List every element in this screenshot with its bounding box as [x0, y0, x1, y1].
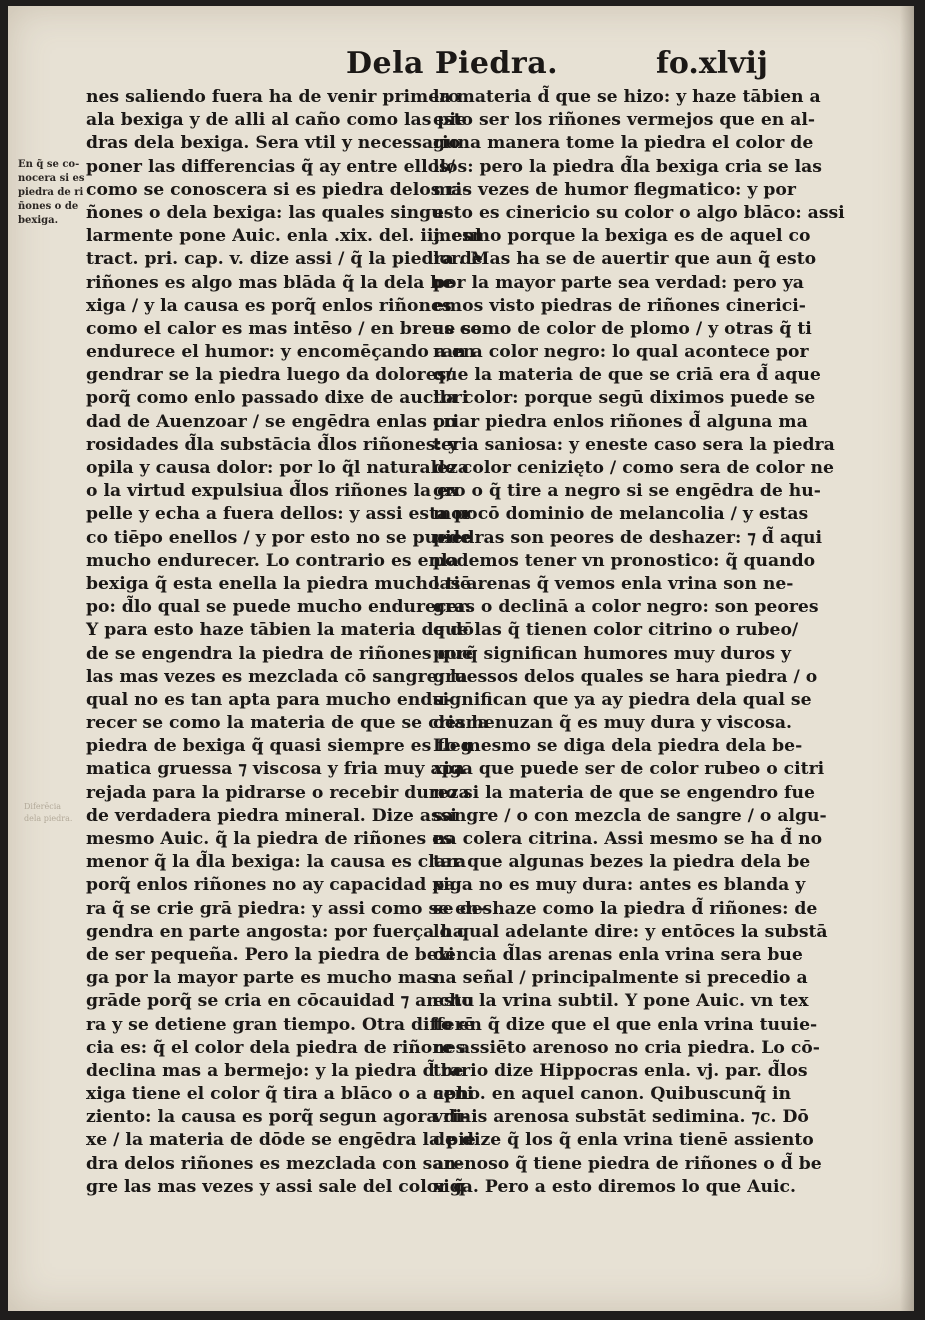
text-line: lo qual adelante dire: y entōces la substā [433, 921, 828, 942]
text-line: no si la materia de que se engendro fue [433, 782, 815, 803]
text-line: piedra de bexiga q̃ quasi siempre es fleg [86, 736, 473, 757]
text-line: xe / la materia de dōde se engēdra la pie [86, 1130, 476, 1151]
running-title: Dela Piedra. [346, 46, 559, 81]
text-line: Y para esto haze tābien la materia de dō [86, 620, 474, 641]
text-line: gro o q̃ tire a negro si se engēdra de hu- [433, 481, 821, 502]
text-line: teria saniosa: y eneste caso sera la piedra [433, 434, 835, 455]
text-line: ga por la mayor parte es mucho mas [86, 968, 437, 989]
text-line: larmente pone Auic. enla .xix. del. iij. enl [86, 226, 482, 247]
text-line: arenoso q̃ tiene piedra de riñones o d̃ be [433, 1153, 822, 1174]
margin-note [18, 158, 90, 228]
text-line: que la materia de que se criā era d̃ aque [433, 365, 821, 386]
text-line: tract. pri. cap. v. dize assi / q̃ la piedra de [86, 249, 483, 270]
text-line: esto la vrina subtil. Y pone Auic. vn tex [433, 991, 809, 1012]
text-line: esto es cinericio su color o algo blāco: assi [433, 202, 845, 223]
text-line: bexiga q̃ esta enella la piedra mucho tiē [86, 573, 471, 594]
text-line: de se engendra la piedra de riñones que [86, 643, 473, 664]
text-line: mesmo porque la bexiga es de aquel co [433, 226, 811, 247]
text-line: guna manera tome la piedra el color de [433, 133, 814, 154]
text-line: de dize q̃ los q̃ enla vrina tienē assiento [433, 1130, 814, 1151]
text-line: por la mayor parte sea verdad: pero ya [433, 272, 804, 293]
text-line: Lo mesmo se diga dela piedra dela be- [433, 736, 803, 757]
page-edge-shadow [900, 6, 914, 1311]
text-line: que las q̃ tienen color citrino o rubeo/ [433, 620, 799, 641]
text-line: dras dela bexiga. Sera vtil y necessario [86, 133, 461, 154]
text-line: xiga tiene el color q̃ tira a blāco o a ceni [86, 1084, 474, 1105]
text-line: mas vezes de humor flegmatico: y por [433, 179, 796, 200]
text-line: na señal / principalmente si precedio a [433, 968, 808, 989]
text-line: podemos tener vn pronostico: q̃ quando [433, 550, 816, 571]
text-line: dencia d̃las arenas enla vrina sera bue [433, 944, 803, 965]
text-line: de ser pequeña. Pero la piedra de bexi [86, 944, 455, 965]
margin-note-line: nocera si es [18, 173, 85, 184]
text-line: po: d̃lo qual se puede mucho endurecer. [86, 597, 471, 618]
text-line: ra q̃ se crie grā piedra: y assi como se en- [86, 898, 486, 919]
text-line: piedras son peores de deshazer: ⁊ d̃ aqui [433, 527, 823, 548]
text-line: qual no es tan apta para mucho endu- [86, 689, 452, 710]
text-line: ziento: la causa es porq̃ segun agora di- [86, 1107, 470, 1128]
text-line: re assiēto arenoso no cria piedra. Lo cō- [433, 1037, 820, 1058]
text-line: dad de Auenzoar / se engēdra enlas po [86, 411, 457, 432]
text-line: porq̃ significan humores muy duros y [433, 643, 791, 664]
text-line: esto ser los riñones vermejos que en al- [433, 110, 816, 131]
text-line: gras o declinā a color negro: son peores [433, 597, 819, 618]
text-line: las mas vezes es mezclada cō sangre: la [86, 666, 468, 687]
text-line: las arenas q̃ vemos enla vrina son ne- [433, 573, 794, 594]
text-line: llos: pero la piedra d̃la bexiga cria se las [433, 156, 822, 177]
text-line: nes saliendo fuera ha de venir primero [86, 87, 460, 107]
text-line: cia es: q̃ el color dela piedra de riñones [86, 1037, 466, 1058]
text-line: emos visto piedras de riñones cinerici- [433, 295, 806, 316]
text-line: mesmo Auic. q̃ la piedra de riñones es [86, 829, 453, 849]
margin-note-line: En q̃ se co- [18, 159, 80, 170]
text-line: porq̃ como enlo passado dixe de auctori [86, 388, 469, 409]
text-line: desmenuzan q̃ es muy dura y viscosa. [433, 713, 792, 734]
text-line: ala bexiga y de alli al caño como las pie [86, 110, 467, 131]
text-line: as como de color de plomo / y otras q̃ ti [433, 318, 812, 339]
text-line: xiga que puede ser de color rubeo o citri [433, 759, 825, 780]
text-line: matica gruessa ⁊ viscosa y fria muy apa [86, 759, 465, 780]
text-line: mor cō dominio de melancolia / y estas [433, 504, 809, 525]
text-line: porq̃ enlos riñones no ay capacidad pa [86, 875, 456, 896]
text-line: na colera citrina. Assi mesmo se ha d̃ no [433, 829, 823, 849]
book-page [8, 6, 914, 1311]
text-line: opila y causa dolor: por lo q̃l naturaleza [86, 458, 470, 478]
text-line: significan que ya ay piedra dela qual se [433, 689, 812, 710]
text-line: rejada para la pidrarse o recebir dureza [86, 782, 470, 803]
text-line: criar piedra enlos riñones d̃ alguna ma [433, 411, 808, 432]
text-line: gruessos delos quales se hara piedra / o [433, 666, 818, 687]
text-line: trario dize Hippocras enla. vj. par. d̃los [433, 1060, 808, 1081]
margin-note-line: piedra de ri [18, 187, 84, 198]
text-line: lor. Mas ha se de auertir que aun q̃ esto [433, 249, 817, 270]
faint-margin-note [24, 801, 84, 825]
faint-note-line: Diferēcia [24, 802, 62, 811]
text-line: ran a color negro: lo qual acontece por [433, 342, 809, 363]
text-line: menor q̃ la d̃la bexiga: la causa es clara [86, 852, 467, 873]
text-line: apho. en aquel canon. Quibuscunq̃ in [433, 1084, 791, 1105]
text-line: como se conoscera si es piedra delos ri- [86, 179, 470, 200]
margin-note-line: ñones o de [18, 201, 79, 212]
text-line: xiga / y la causa es porq̃ enlos riñones [86, 295, 452, 316]
text-line: rosidades d̃la substācia d̃los riñones: y [86, 434, 458, 455]
right-text-column [433, 86, 845, 1199]
text-line: dra delos riñones es mezclada con san- [86, 1153, 464, 1174]
text-line: riñones es algo mas blāda q̃ la dela be [86, 272, 454, 293]
text-line: como el calor es mas intēso / en breue se [86, 318, 482, 339]
text-line: xiga no es muy dura: antes es blanda y [433, 875, 806, 896]
folio-number: fo.xlvij [656, 46, 768, 81]
text-line: vrinis arenosa substāt sedimina. ⁊c. Dō [433, 1107, 809, 1128]
text-line: se deshaze como la piedra d̃ riñones: de [433, 898, 818, 919]
text-line: la materia d̃ que se hizo: y haze tābien a [433, 87, 821, 107]
faint-note-line: dela piedra. [24, 814, 73, 823]
text-line: endurece el humor: y encomēçando a en [86, 342, 476, 363]
text-line: mucho endurecer. Lo contrario es enla [86, 550, 459, 571]
text-line: gendra en parte angosta: por fuerça ha [86, 921, 464, 942]
text-line: recer se como la materia de que se cria la [86, 713, 489, 734]
text-line: de color cenizięto / como sera de color ne [433, 458, 834, 478]
text-line: to en q̃ dize que el que enla vrina tuuie- [433, 1014, 818, 1035]
left-text-column [86, 86, 489, 1199]
text-line: co tiēpo enellos / y por esto no se puede [86, 527, 472, 548]
text-line: o la virtud expulsiua d̃los riñones la ex [86, 481, 459, 502]
text-line: gre las mas vezes y assi sale del color q̃ [86, 1176, 466, 1197]
text-line: sangre / o con mezcla de sangre / o algu- [433, 805, 827, 826]
text-line: pelle y echa a fuera dellos: y assi esta po [86, 504, 478, 525]
text-line: tar que algunas bezes la piedra dela be [433, 852, 811, 873]
text-line: de verdadera piedra mineral. Dize assi [86, 805, 457, 826]
text-line: ñones o dela bexiga: las quales singu- [86, 202, 451, 223]
text-line: ra y se detiene gran tiempo. Otra differē [86, 1014, 475, 1035]
text-line: xiga. Pero a esto diremos lo que Auic. [433, 1176, 796, 1197]
text-line: grāde porq̃ se cria en cōcauidad ⁊ anchu [86, 991, 475, 1012]
text-line: declina mas a bermejo: y la piedra d̃ be [86, 1060, 464, 1081]
text-line: poner las differencias q̃ ay entre ellos/ [86, 156, 456, 177]
text-line: lla color: porque segū diximos puede se [433, 388, 816, 409]
margin-note-line: bexiga. [18, 215, 59, 226]
text-line: gendrar se la piedra luego da dolores/ [86, 365, 453, 386]
